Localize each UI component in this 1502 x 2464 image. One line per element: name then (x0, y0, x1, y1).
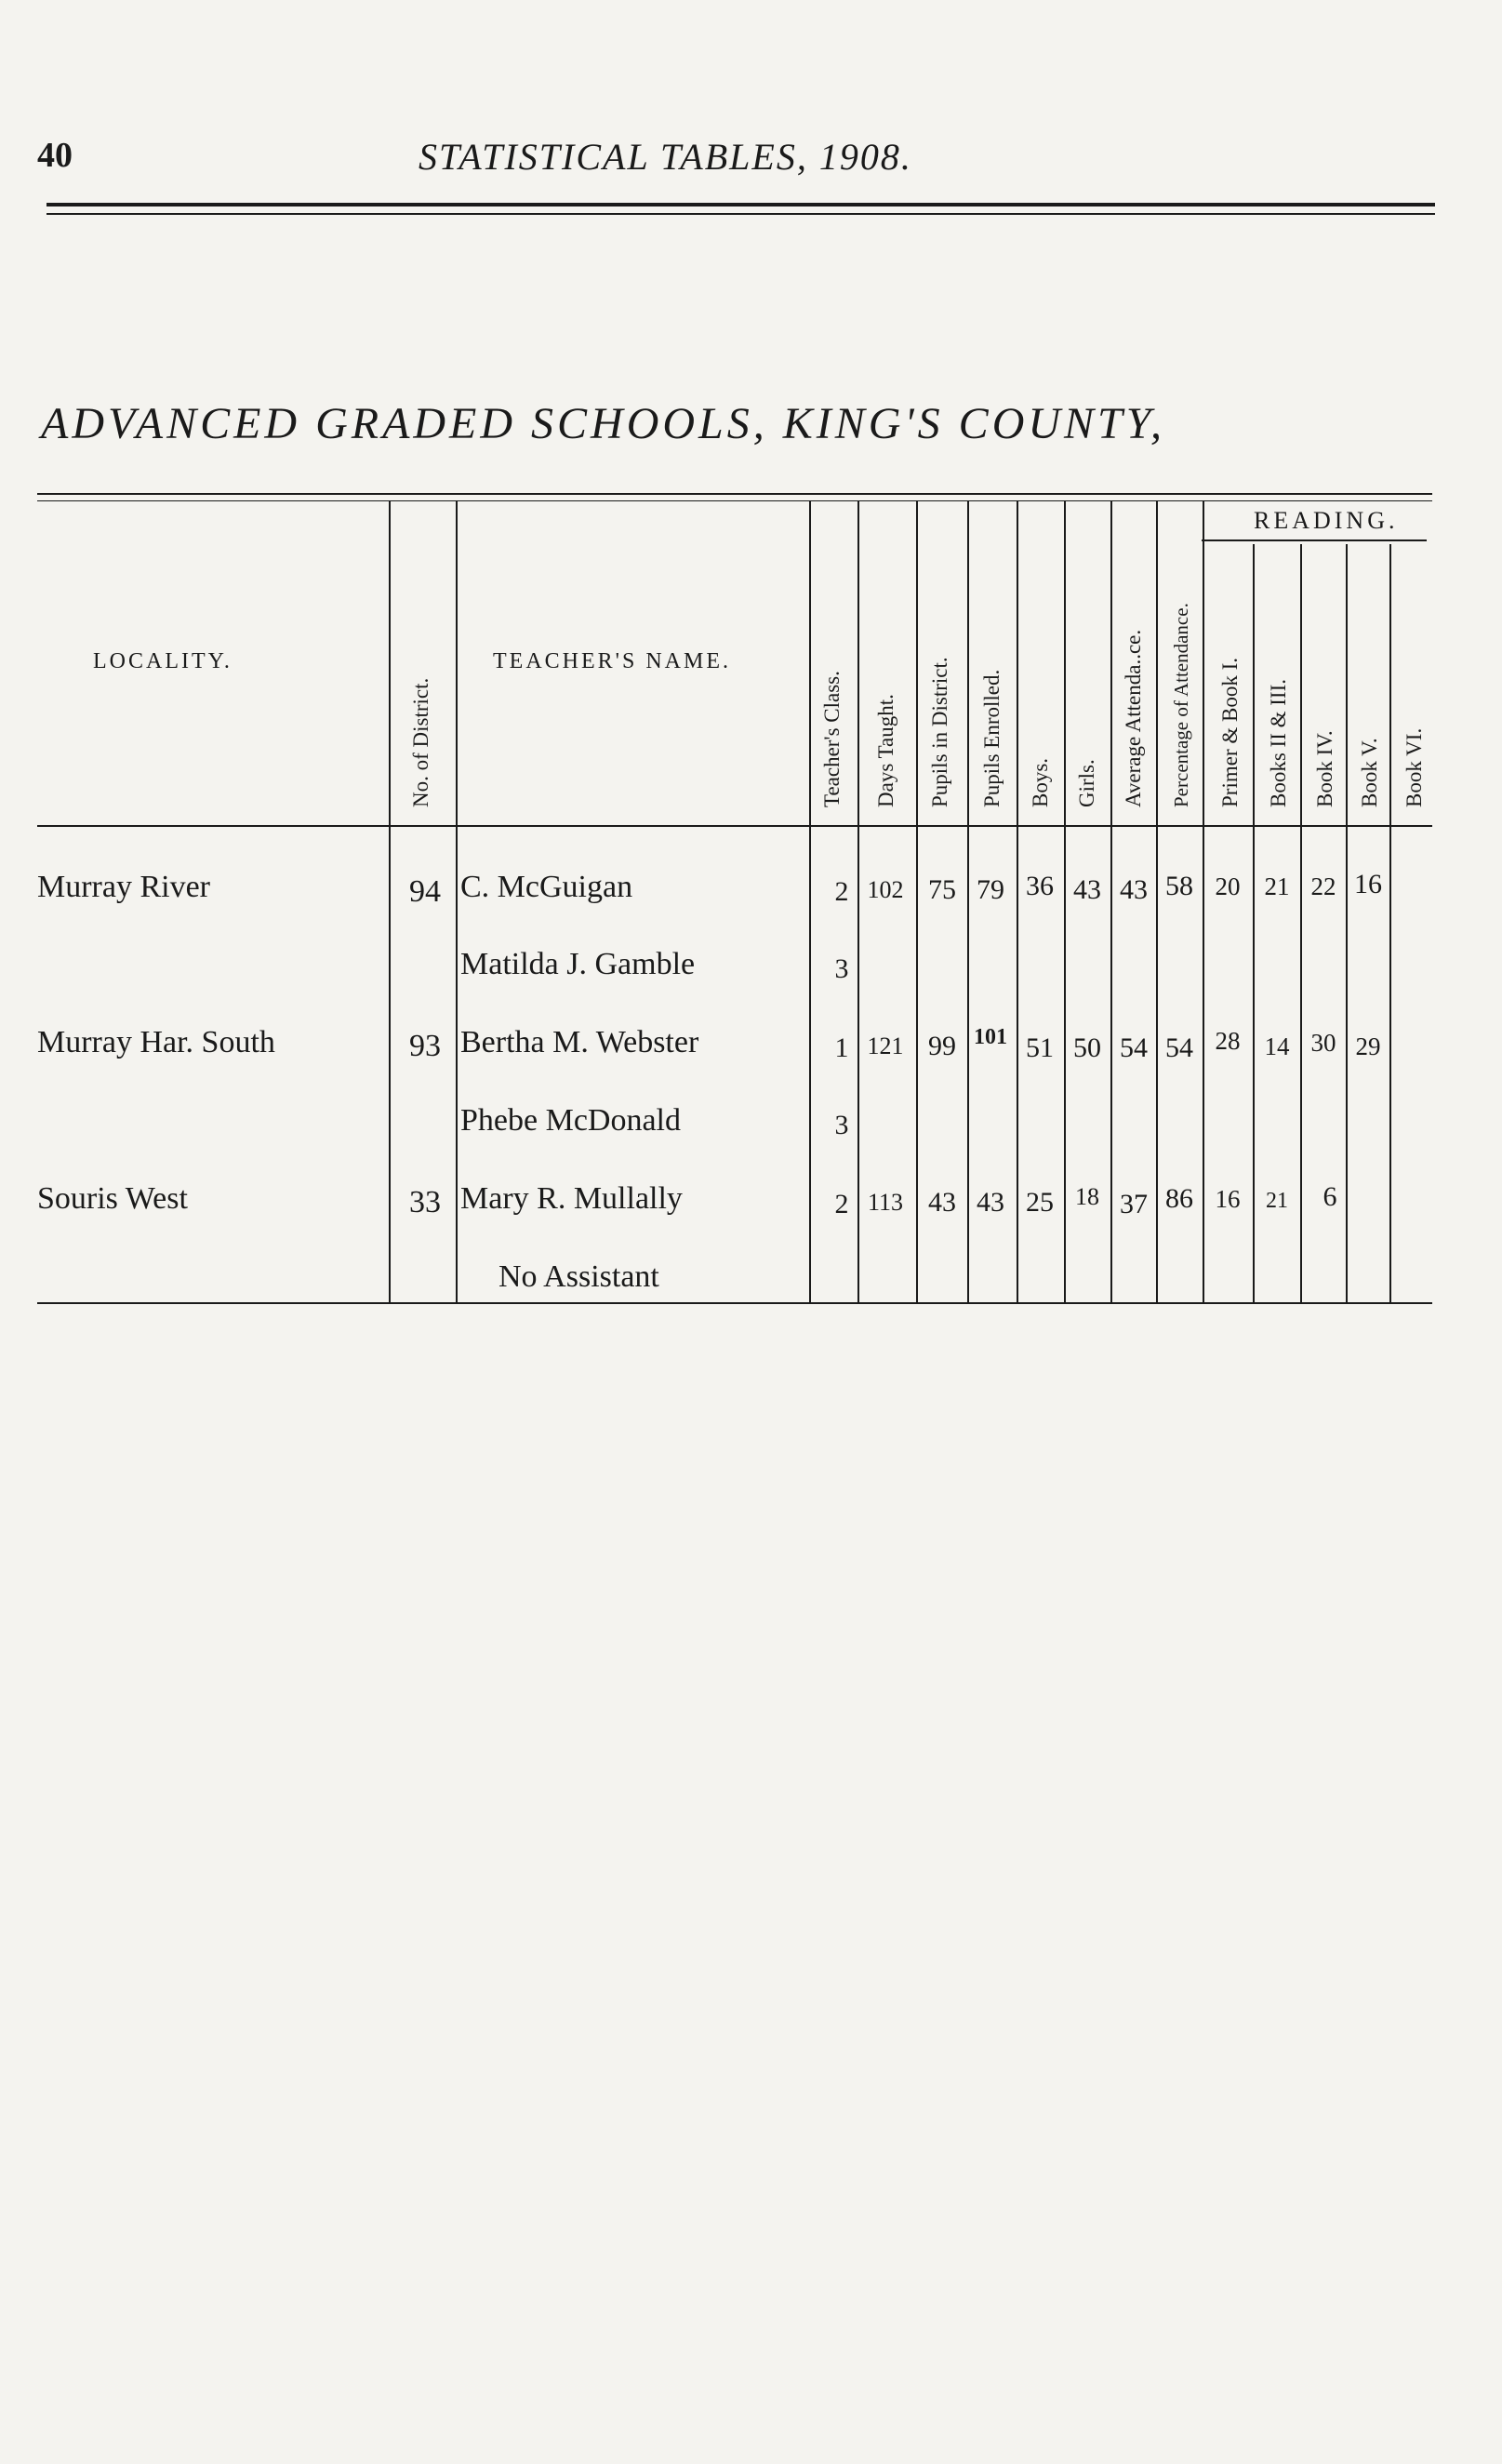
percentage-attendance-header: Percentage of Attendance. (1170, 603, 1192, 807)
locality-header: LOCALITY. (93, 649, 233, 673)
column-divider (916, 500, 918, 1302)
running-head: STATISTICAL TABLES, 1908. (419, 136, 912, 178)
primer-book1-cell: 16 (1215, 1185, 1241, 1213)
boys-cell: 25 (1026, 1187, 1054, 1218)
average-attendance-header: Average Attenda..ce. (1122, 629, 1145, 807)
column-divider (809, 500, 811, 1302)
book-4-header: Book IV. (1313, 730, 1336, 807)
column-divider (1389, 544, 1391, 1302)
reading-underline (1202, 539, 1427, 541)
teacher-cell: Bertha M. Webster (460, 1025, 699, 1059)
girls-cell: 43 (1073, 874, 1101, 905)
book-4-cell: 22 (1310, 872, 1336, 900)
teacher-cell: Phebe McDonald (460, 1103, 682, 1138)
average-attendance-cell: 43 (1120, 874, 1148, 905)
girls-header: Girls. (1075, 759, 1098, 807)
column-divider (1203, 500, 1204, 1302)
teacher-class-cell: 3 (834, 1110, 849, 1140)
teacher-class-header: Teacher's Class. (820, 671, 844, 807)
table-top-rule (37, 493, 1432, 495)
district-cell: 33 (409, 1185, 441, 1219)
days-taught-cell: 121 (867, 1032, 904, 1059)
district-cell: 93 (409, 1029, 441, 1063)
girls-cell: 18 (1075, 1183, 1099, 1210)
locality-cell: Souris West (37, 1181, 188, 1216)
header-bottom-rule (37, 825, 1432, 827)
header-rule (47, 213, 1435, 215)
pupils-enrolled-cell: 43 (977, 1187, 1004, 1218)
primer-book1-header: Primer & Book I. (1218, 658, 1242, 807)
boys-cell: 51 (1026, 1032, 1054, 1063)
percentage-attendance-cell: 58 (1165, 871, 1193, 901)
book-6-header: Book VI. (1402, 727, 1426, 807)
teacher-class-cell: 2 (834, 1189, 849, 1219)
reading-group-header: READING. (1254, 507, 1399, 534)
table-top-rule (37, 500, 1432, 501)
header-rule (47, 203, 1435, 206)
teacher-cell: Mary R. Mullally (460, 1181, 683, 1216)
primer-book1-cell: 28 (1215, 1027, 1241, 1055)
days-taught-cell: 102 (867, 876, 904, 903)
average-attendance-cell: 54 (1120, 1032, 1148, 1063)
percentage-attendance-cell: 54 (1165, 1032, 1193, 1063)
pupils-enrolled-cell: 79 (977, 874, 1004, 905)
teacher-cell: Matilda J. Gamble (460, 947, 696, 981)
locality-cell: Murray Har. South (37, 1025, 275, 1059)
pupils-in-district-header: Pupils in District. (928, 657, 951, 807)
percentage-attendance-cell: 86 (1165, 1183, 1193, 1214)
column-divider (389, 500, 391, 1302)
teacher-name-header: TEACHER'S NAME. (493, 649, 731, 673)
teacher-cell: C. McGuigan (460, 870, 633, 904)
book-4-cell: 6 (1323, 1181, 1337, 1212)
pupils-enrolled-cell: 101 (974, 1025, 1007, 1049)
days-taught-cell: 113 (867, 1189, 904, 1216)
days-taught-header: Days Taught. (874, 694, 897, 807)
page-number: 40 (37, 136, 73, 175)
book-4-cell: 30 (1310, 1029, 1336, 1057)
teacher-class-cell: 2 (834, 876, 849, 907)
district-header: No. of District. (409, 677, 432, 807)
pupils-enrolled-header: Pupils Enrolled. (980, 669, 1004, 807)
girls-cell: 50 (1073, 1032, 1101, 1063)
pupils-in-district-cell: 99 (928, 1031, 956, 1061)
column-divider (1300, 544, 1302, 1302)
table-title: ADVANCED GRADED SCHOOLS, KING'S COUNTY, (41, 399, 1166, 448)
boys-header: Boys. (1029, 757, 1052, 807)
teacher-class-cell: 3 (834, 953, 849, 984)
teacher-cell: No Assistant (498, 1259, 659, 1294)
pupils-in-district-cell: 75 (928, 874, 956, 905)
books-2-3-header: Books II & III. (1267, 679, 1290, 807)
pupils-in-district-cell: 43 (928, 1187, 956, 1218)
book-5-cell: 16 (1354, 869, 1382, 899)
book-5-header: Book V. (1358, 738, 1381, 807)
book-5-cell: 29 (1355, 1032, 1381, 1060)
teacher-class-cell: 1 (834, 1032, 849, 1063)
books-2-3-cell: 14 (1264, 1032, 1290, 1060)
primer-book1-cell: 20 (1215, 872, 1241, 900)
boys-cell: 36 (1026, 871, 1054, 901)
column-divider (456, 500, 458, 1302)
table-bottom-rule (37, 1302, 1432, 1304)
average-attendance-cell: 37 (1120, 1189, 1148, 1219)
books-2-3-cell: 21 (1266, 1189, 1288, 1213)
books-2-3-cell: 21 (1264, 872, 1290, 900)
district-cell: 94 (409, 874, 441, 909)
locality-cell: Murray River (37, 870, 211, 904)
